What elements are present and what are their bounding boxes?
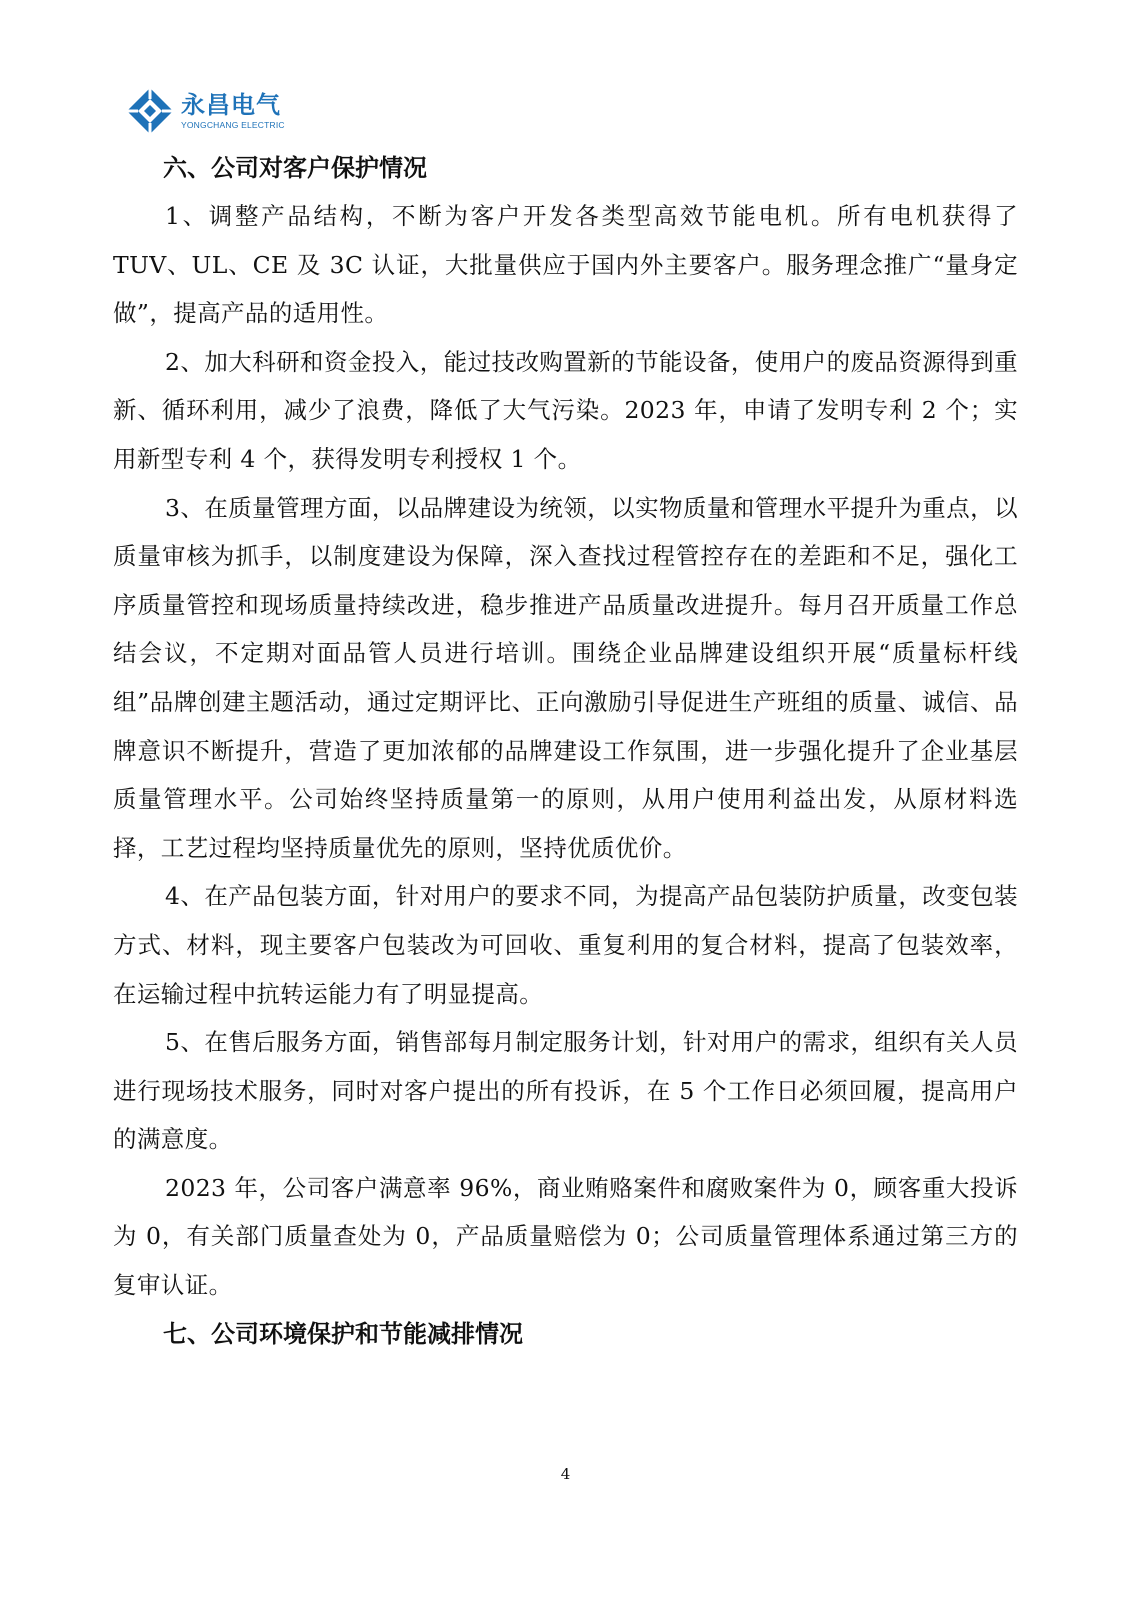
diamond-ring-logo-icon xyxy=(125,86,175,136)
logo-chinese-name: 永昌电气 xyxy=(181,90,281,119)
paragraph-research-investment: 2、加大科研和资金投入，能过技改购置新的节能设备，使用户的废品资源得到重新、循环利用，减少了浪费，降低了大气污染。2023 年，申请了发明专利 2 个；实用新型专利 4 个，获得发明专利授权 1 个。 xyxy=(113,347,1018,473)
page-number: 4 xyxy=(560,1465,571,1483)
paragraph-quality-management: 3、在质量管理方面，以品牌建设为统领，以实物质量和管理水平提升为重点，以质量审核为抓手，以制度建设为保障，深入查找过程管控存在的差距和不足，强化工序质量管控和现场质量持续改进，稳步推进产品质量改进提升。每月召开质量工作总结会议，不定期对面品管人员进行培训。围绕企业品牌建设组织开展“质量标杆线组”品牌创建主题活动，通过定期评比、正向激励引导促进生产班组的质量、诚信、品牌意识不断提升，营造了更加浓郁的品牌建设工作氛围，进一步强化提升了企业基层质量管理水平。公司始终坚持质量第一的原则，从用户使用利益出发，从原材料选择，工艺过程均坚持质量优先的原则，坚持优质优价。 xyxy=(113,493,1018,862)
logo-text xyxy=(181,90,285,130)
paragraph-product-structure: 1、调整产品结构，不断为客户开发各类型高效节能电机。所有电机获得了 TUV、UL、CE 及 3C 认证，大批量供应于国内外主要客户。服务理念推广“量身定做”，提高产品的适用性。 xyxy=(113,202,1018,328)
paragraph-customer-satisfaction: 2023 年，公司客户满意率 96%，商业贿赂案件和腐败案件为 0，顾客重大投诉为 0，有关部门质量查处为 0，产品质量赔偿为 0；公司质量管理体系通过第三方的复审认证。 xyxy=(113,1173,1018,1300)
paragraph-packaging: 4、在产品包装方面，针对用户的要求不同，为提高产品包装防护质量，改变包装方式、材料，现主要客户包装改为可回收、重复利用的复合材料，提高了包装效率，在运输过程中抗转运能力有了明显提高。 xyxy=(113,882,1018,1008)
section-heading-environmental-protection: 七、公司环境保护和节能减排情况 xyxy=(163,1318,523,1348)
company-logo xyxy=(125,86,285,136)
logo-english-name: YONGCHANG ELECTRIC xyxy=(181,119,285,130)
document-body xyxy=(113,144,1018,1358)
section-heading-customer-protection: 六、公司对客户保护情况 xyxy=(163,153,427,182)
paragraph-after-sales-service: 5、在售后服务方面，销售部每月制定服务计划，针对用户的需求，组织有关人员进行现场技术服务，同时对客户提出的所有投诉，在 5 个工作日必须回履，提高用户的满意度。 xyxy=(113,1028,1018,1154)
